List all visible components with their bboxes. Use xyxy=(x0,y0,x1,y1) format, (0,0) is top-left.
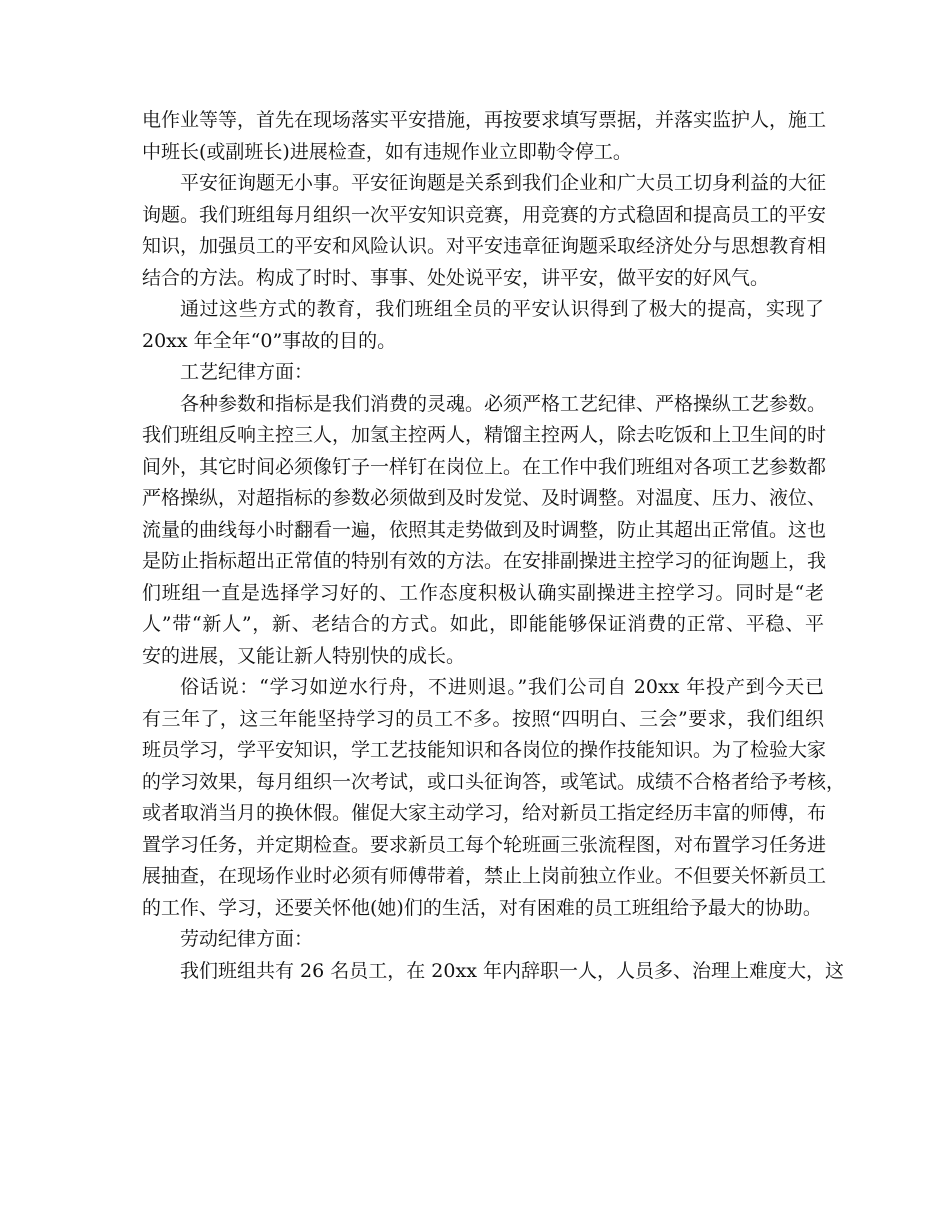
text-line: 通过这些方式的教育，我们班组全员的平安认识得到了极大的提高，实现了 xyxy=(180,298,824,320)
text-line: 或者取消当月的换休假。催促大家主动学习，给对新员工指定经历丰富的师傅，布 xyxy=(142,802,827,824)
text-line: 平安征询题无小事。平安征询题是关系到我们企业和广大员工切身利益的大征 xyxy=(180,172,827,194)
paragraph xyxy=(142,105,827,168)
paragraph xyxy=(142,924,824,956)
text-line: 流量的曲线每小时翻看一遍，依照其走势做到及时调整，防止其超出正常值。这也 xyxy=(142,518,827,541)
text-line: 劳动纪律方面： xyxy=(180,928,314,950)
text-line: 展抽查，在现场作业时必须有师傅带着，禁止上岗前独立作业。不但要关怀新员工 xyxy=(142,865,827,887)
text-line: 安的进展，又能让新人特别快的成长。 xyxy=(142,644,466,667)
text-line: 严格操纵，对超指标的参数必须做到及时发觉、及时调整。对温度、压力、液位、 xyxy=(142,487,827,509)
text-line: 中班长(或副班长)进展检查，如有违规作业立即勒令停工。 xyxy=(142,140,632,163)
text-line: 间外，其它时间必须像钉子一样钉在岗位上。在工作中我们班组对各项工艺参数都 xyxy=(142,455,827,478)
text-line: 结合的方法。构成了时时、事事、处处说平安，讲平安，做平安的好风气。 xyxy=(142,266,770,289)
text-line: 人”带“新人”，新、老结合的方式。如此，即能能够保证消费的正常、平稳、平 xyxy=(142,613,824,635)
paragraph xyxy=(142,672,846,924)
text-line: 各种参数和指标是我们消费的灵魂。必须严格工艺纪律、严格操纵工艺参数。 xyxy=(180,392,827,415)
text-line: 我们班组共有 26 名员工，在 20xx 年内辞职一人，人员多、治理上难度大，这 xyxy=(180,959,844,982)
text-line: 的学习效果，每月组织一次考试，或口头征询答，或笔试。成绩不合格者给予考核， xyxy=(142,770,846,793)
text-line: 20xx 年全年“0”事故的目的。 xyxy=(142,329,397,352)
paragraph xyxy=(142,168,827,294)
text-line: 俗话说：“学习如逆水行舟，不进则退。”我们公司自 20xx 年投产到今天已 xyxy=(180,676,824,698)
paragraph xyxy=(142,357,824,389)
text-line: 是防止指标超出正常值的特别有效的方法。在安排副操进主控学习的征询题上，我 xyxy=(142,550,827,572)
text-line: 工艺纪律方面： xyxy=(180,361,314,383)
text-line: 询题。我们班组每月组织一次平安知识竞赛，用竞赛的方式稳固和提高员工的平安 xyxy=(142,203,827,226)
text-line: 知识，加强员工的平安和风险认识。对平安违章征询题采取经济处分与思想教育相 xyxy=(142,235,827,257)
text-line: 有三年了，这三年能坚持学习的员工不多。按照“四明白、三会”要求，我们组织 xyxy=(142,707,824,730)
text-line: 电作业等等，首先在现场落实平安措施，再按要求填写票据，并落实监护人，施工 xyxy=(142,109,827,131)
paragraph xyxy=(142,956,844,988)
text-line: 的工作、学习，还要关怀他(她)们的生活，对有困难的员工班组给予最大的协助。 xyxy=(142,896,822,919)
paragraph xyxy=(142,389,827,673)
document-body xyxy=(142,105,846,987)
text-line: 我们班组反响主控三人，加氢主控两人，精馏主控两人，除去吃饭和上卫生间的时 xyxy=(142,424,827,446)
text-line: 们班组一直是选择学习好的、工作态度积极认确实副操进主控学习。同时是“老 xyxy=(142,581,824,604)
paragraph xyxy=(142,294,824,357)
text-line: 班员学习，学平安知识，学工艺技能知识和各岗位的操作技能知识。为了检验大家 xyxy=(142,739,827,761)
text-line: 置学习任务，并定期检查。要求新员工每个轮班画三张流程图，对布置学习任务进 xyxy=(142,833,827,856)
